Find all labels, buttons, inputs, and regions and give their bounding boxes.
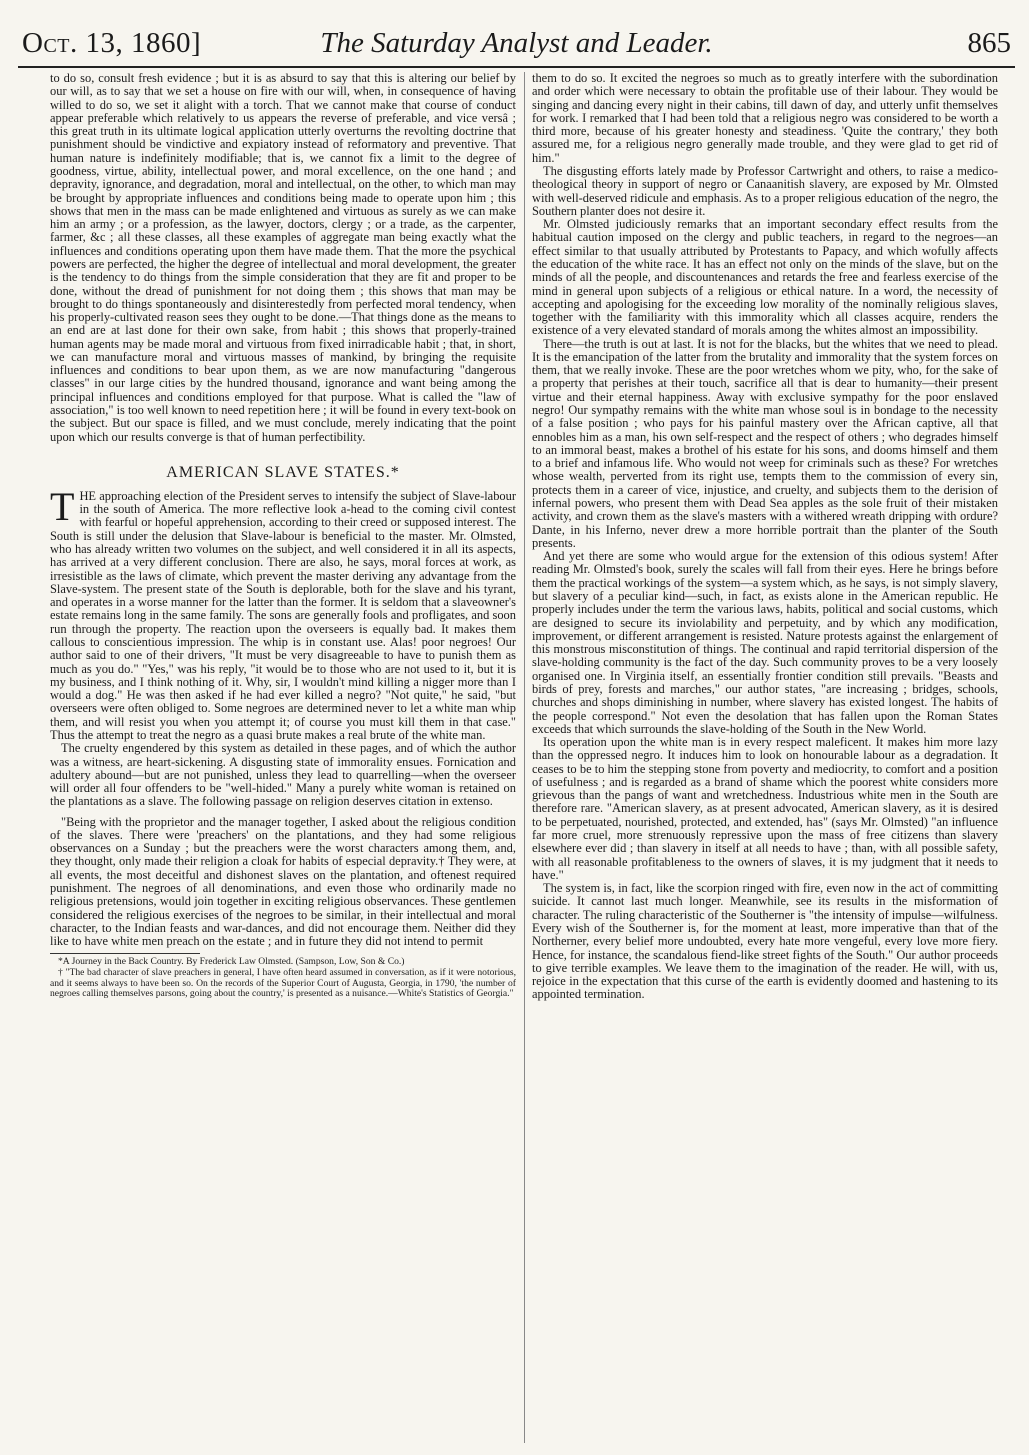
column-divider [524,72,525,1443]
page-number: 865 [967,27,1011,59]
article-paragraph: Mr. Olmsted judiciously remarks that an important secondary effect results from the habitual caution imposed on the clergy and public teachers, in regard to the negroes—an effect similar to that usually attributed by Protestants to Papacy, and which wofully affects the education of the white race. It has an effect not only on the minds of the slave, but on the minds of all the people, and discountenances and retards the free and fearless exercise of the mind in general upon subjects of a religious or ethical nature. In a word, the necessity of accepting and apologising for the exceeding low morality of the nominally religious slaves, together with the familiarity with this immorality which all classes acquire, renders the existence of a very elevated standard of morals among the whites almost an impossibility. [532,217,998,338]
article-paragraph: The system is, in fact, like the scorpion ringed with fire, even now in the act of committing suicide. It cannot last much longer. Meanwhile, see its results in the misformation of character. The ruling characteristic of the Southerner is "the intensity of impulse—wilfulness. Every wish of the Southerner is, for the moment at least, more imperative than that of the Northerner, every belief more undoubted, every hate more vengeful, every love more fiery. Hence, for instance, the scandalous fiend-like street fights of the South." Our author proceeds to give terrible examples. We leave them to the imagination of the reader. He will, with us, rejoice in the expectation that this curse of the earth is evidently doomed and hastening to its appointed termination. [532,881,998,1002]
quoted-passage-end: them to do so. It excited the negroes so much as to greatly interfere with the subordination and order which were necessary to obtain the profitable use of their labour. They would be singing and dancing every night in their cabins, till dawn of day, and utterly unfit themselves for work. I remarked that I had been told that a religious negro was considered to be worth a third more, because of his greater honesty and steadiness. 'Quite the contrary,' they both assured me, for a religious negro generally made trouble, and they were glad to get rid of him." [532,72,998,165]
page-header [18,22,1015,68]
footnote-dagger: † "The bad character of slave preachers in general, I have often heard assumed in conversation, as if it were notorious, and it seems always to have been so. On the records of the Superior Court of Augusta, Georgia, in 1790, 'the number of negroes calling themselves parsons, going about the country,' is presented as a nuisance.—White's Statistics of Georgia." [50,967,516,1000]
article-paragraph: There—the truth is out at last. It is not for the blacks, but the whites that we need to plead. It is the emancipation of the latter from the brutality and immorality that the system forces on them, that we really invoke. These are the poor wretches whom we pity, who, for the sake of a property that perishes at their touch, sacrifice all that is dear to humanity—their present virtue and their eternal happiness. Away with exclusive sympathy for the poor enslaved negro! Our sympathy remains with the white man whose soul is in bondage to the necessity of a false position ; who pays for his painful mastery over the African captive, all that ennobles him as a man, his own self-respect and the respect of others ; who degrades himself to an immoral beast, makes a brothel of his estate for his sons, and dooms himself and them to a brief and infamous life. Who would not weep for criminals such as these? For wretches whose wealth, perverted from its right use, tempts them to the commission of every sin, protects them in a career of vice, injustice, and cruelty, and subjects them to the derision of infernal powers, who present them with Dead Sea apples as the sole fruit of their mistaken activity, and crown them as the slave's masters with a withered wreath dripping with ordure? Dante, in his Inferno, never drew a more horrible portrait than the planter of the South presents. [532,336,998,550]
article-paragraph: Its operation upon the white man is in every respect maleficent. It makes him more lazy than the oppressed negro. It induces him to look on honourable labour as a degradation. It ceases to be to him the stepping stone from poverty and mediocrity, to comfort and a position of usefulness ; and is regarded as a brand of shame which the poorest white considers more grievous than the pangs of want and wretchedness. Industrious white men in the South are therefore rare. "American slavery, as at present advocated, American slavery, as it is desired to be perpetuated, nourished, protected, and extended, has" (says Mr. Olmsted) "an influence far more cruel, more strenuously repressive upon the mass of free citizens than slavery elsewhere ever did ; than slavery in itself at all needs to have ; than, with all possible safety, with all reasonable profitableness to the owners of slaves, it is my judgment that it needs to have." [532,735,998,882]
article-paragraph: The cruelty engendered by this system as detailed in these pages, and of which the author was a witness, are heart-sickening. A disgusting state of immorality ensues. Fornication and adultery abound—but are not punished, unless they lead to quarrelling—when the overseer will order all four offenders to be "well-hided." Many a purely white woman is retained on the plantations as a slave. The following passage on religion deserves citation in extenso. [50,741,516,809]
footnote-divider [50,953,200,954]
left-column [50,72,516,1443]
article-heading: AMERICAN SLAVE STATES.* [166,463,400,481]
article-continuation-paragraph: to do so, consult fresh evidence ; but it is as absurd to say that this is altering our belief by our will, as to say that we set a house on fire with our will, when, in consequence of having willed to do so, we set it alight with a torch. That we cannot make that course of conduct appear preferable which relatively to us appears the reverse of preferable, and vice versâ ; this great truth in its ultimate logical application utterly overturns the revolting doctrine that punishment should be vindictive and expiatory instead of reformatory and preventive. That human nature is indefinitely modifiable; that is, we cannot fix a limit to the degree of goodness, virtue, ability, intellectual power, and moral excellence, on the one hand ; and depravity, ignorance, and degradation, moral and intellectual, on the other, to which man may be brought by appropriate influences and conditions being made to operate upon him ; this shows that men in the mass can be made enlightened and virtuous as surely as we can make him an army ; or a profession, as the lawyer, doctors, clergy ; or a trade, as the carpenter, farmer, &c ; all these classes, all these examples of aggregate man being exactly what the influences and conditions operating upon them have made them. That the more the psychical powers are perfected, the higher the degree of intellectual and moral development, the greater is the tendency to do things from the simple consideration that they are fit and proper to be done, without the dread of punishment for not doing them ; this shows that man may be brought to do things spontaneously and disinterestedly from perfected moral tendency, when his properly-cultivated reason sees they ought to be done.—That things done as the means to an end are at last done for their own sake, from habit ; this shows that properly-trained human agents may be made moral and virtuous from fixed inirradicable habit ; that, in short, we can manufacture moral and virtuous masses of mankind, by bringing the requisite influences and conditions to bear upon them, as we are now manufacturing "dangerous classes" in our large cities by the hundred thousand, ignorance and want being among the principal influences and conditions employed for that purpose. What is called the "law of association," is too well known to need repetition here ; it will be found in every text-book on the subject. But our space is filled, and we must conclude, merely indicating that the point upon which our results converge is that of human perfectibility. [50,72,516,444]
right-column [532,72,998,1443]
article-lead-paragraph [50,483,516,742]
lead-text: HE approaching election of the President serves to intensify the subject of Slave-labour in the south of America. The more reflective look a-head to the coming civil contest with fearful or hopeful apprehension, according to their creed or supposed interest. The South is still under the delusion that Slave-labour is beneficial to the master. Mr. Olmsted, who has already written two volumes on the subject, and well considered it in all its aspects, has arrived at a very different conclusion. There are also, he says, moral forces at work, as irresistible as the laws of climate, which prevent the master deriving any advantage from the Slave-system. The present state of the South is deplorable, both for the slave and his tyrant, and operates in a worse manner for the latter than the former. It is seldom that a slaveowner's estate remains long in the same family. The sons are generally fools and profligates, and soon run through the property. The reaction upon the overseers is equally bad. It makes them callous to conscientious impression. The whip is in constant use. Alas! poor negroes! Our author said to one of their drivers, "It must be very disagreeable to have to punish them as much as you do." "Yes," was his reply, "it would be to those who are not used to it, but it is my business, and I think nothing of it. Why, sir, I wouldn't mind killing a nigger more than I would a dog." He was then asked if he had ever killed a negro? "Not quite," he said, "but overseers were often obliged to. Some negroes are determined never to let a white man whip them, and will resist you when you attempt it; of course you must kill them in that case." Thus the attempt to treat the negro as a quasi brute makes a real brute of the white man. [50,488,516,742]
publication-title: The Saturday Analyst and Leader. [320,27,713,59]
issue-date: Oct. 13, 1860] [22,27,202,59]
drop-cap: T [50,483,75,529]
quoted-passage: "Being with the proprietor and the manager together, I asked about the religious condition of the slaves. There were 'preachers' on the plantations, and they had some religious observances on a Sunday ; but the preachers were the worst characters among them, and, they thought, only made their religion a cloak for habits of especial depravity.† They were, at all events, the most deceitful and dishonest slaves on the plantation, and oftenest required punishment. The negroes of all denominations, and even those who ordinarily made no religious pretensions, would join together in exciting religious observances. These gentlemen considered the religious exercises of the negroes to be similar, in their intellectual and moral character, to the Indian feasts and war-dances, and did not encourage them. Neither did they like to have white men preach on the estate ; and in future they did not intend to permit [50,814,516,949]
footnote-citation: *A Journey in the Back Country. By Frederick Law Olmsted. (Sampson, Low, Son & Co.) [58,956,405,968]
article-paragraph: And yet there are some who would argue for the extension of this odious system! After reading Mr. Olmsted's book, surely the scales will fall from their eyes. Here he brings before them the practical workings of the system—a system which, as he says, is not simply slavery, but slavery of a peculiar kind—such, in fact, as exists alone in the American republic. He properly includes under the term the various laws, habits, political and social customs, which are designed to secure its inviolability and perpetuity, and by which any modification, improvement, or different arrangement is resisted. Nature protests against the enlargement of this monstrous misconstitution of things. The continual and rapid territorial dispersion of the slave-holding community is the fact of the day. Such community proves to be a very loosely organised one. In Virginia itself, an essentially frontier condition still prevails. "Beasts and birds of prey, forests and marches," our author states, "are increasing ; bridges, schools, churches and shops diminishing in number, where slavery has existed longest. The habits of the people correspond." Not even the desolation that has fallen upon the Roman States exceeds that which surrounds the slave-holding of the South in the New World. [532,549,998,736]
article-paragraph: The disgusting efforts lately made by Professor Cartwright and others, to raise a medico-theological theory in support of negro or Canaanitish slavery, are exposed by Mr. Olmsted with well-deserved ridicule and emphasis. As to a proper religious education of the negro, the Southern planter does not desire it. [532,163,998,218]
